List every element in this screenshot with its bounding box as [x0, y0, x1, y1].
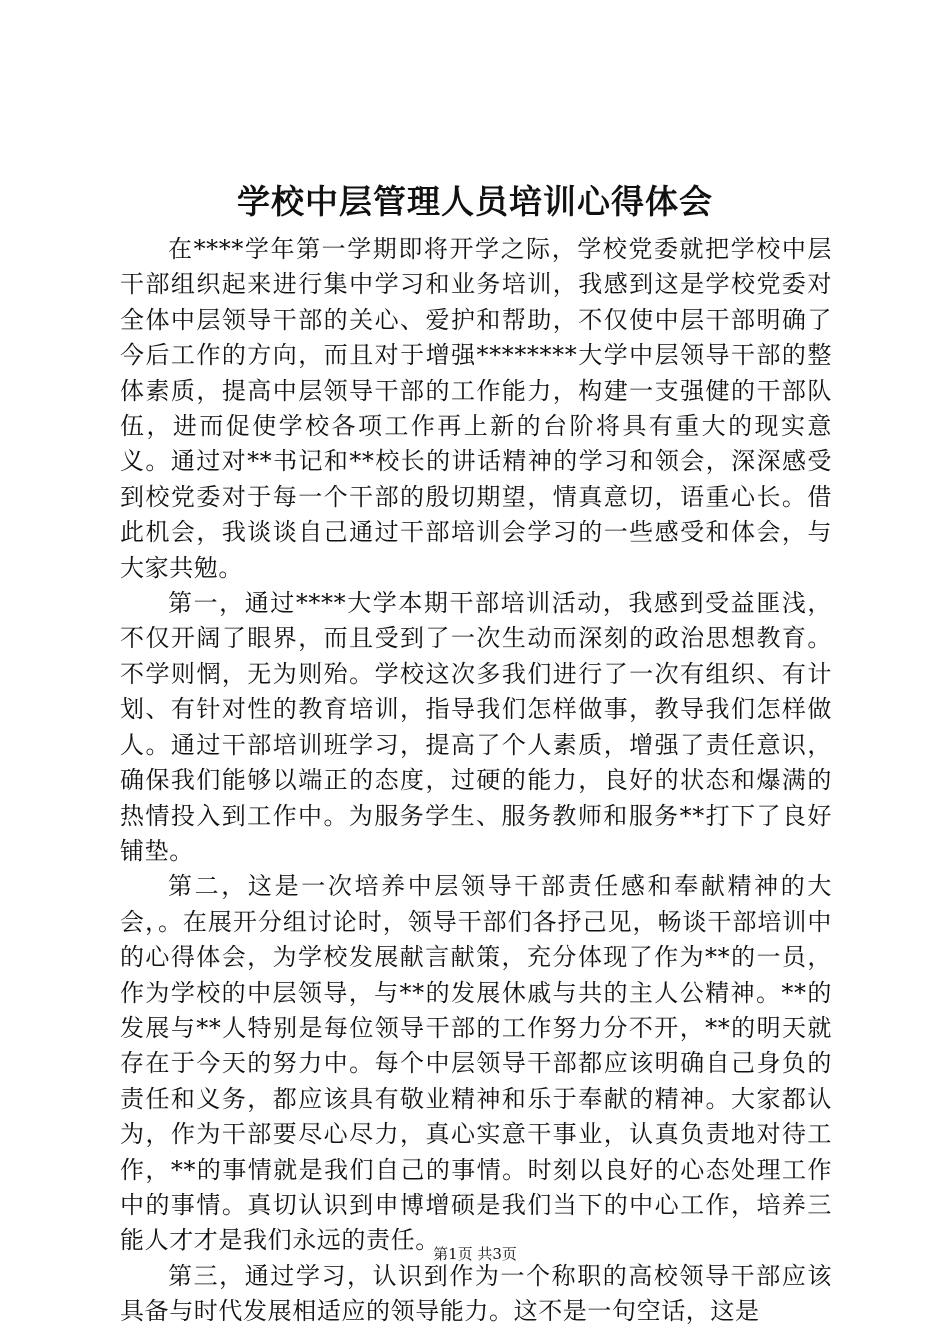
paragraph-first-point: 第一，通过****大学本期干部培训活动，我感到受益匪浅，不仅开阔了眼界，而且受到了一次生动而深刻的政治思想教育。不学则惘，无为则殆。学校这次多我们进行了一次有组织、有计划、有针对性的教育培训，指导我们怎样做事，教导我们怎样做人。通过干部培训班学习，提高了个人素质，增强了责任意识，确保我们能够以端正的态度，过硬的能力，良好的状态和爆满的热情投入到工作中。为服务学生、服务教师和服务**打下了良好铺垫。 — [120, 589, 832, 865]
page-number-footer: 第1页 共3页 — [433, 1245, 517, 1263]
paragraph-second-point: 第二，这是一次培养中层领导干部责任感和奉献精神的大会，。在展开分组讨论时，领导干部们各抒己见，畅谈干部培训中的心得体会，为学校发展献言献策，充分体现了作为**的一员，作为学校的中层领导，与**的发展休戚与共的主人公精神。**的发展与**人特别是每位领导干部的工作努力分不开，**的明天就存在于今天的努力中。每个中层领导干部都应该明确自己身负的责任和义务，都应该具有敬业精神和乐于奉献的精神。大家都认为，作为干部要尽心尽力，真心实意干事业，认真负责地对待工作，**的事情就是我们自己的事情。时刻以良好的心态处理工作中的事情。真切认识到申博增硕是我们当下的中心工作，培养三能人才才是我们永远的责任。 — [120, 872, 832, 1255]
document-body — [120, 232, 832, 1330]
paragraph-intro: 在****学年第一学期即将开学之际，学校党委就把学校中层干部组织起来进行集中学习和业务培训，我感到这是学校党委对全体中层领导干部的关心、爱护和帮助，不仅使中层干部明确了今后工作的方向，而且对于增强********大学中层领导干部的整体素质，提高中层领导干部的工作能力，构建一支强健的干部队伍，进而促使学校各项工作再上新的台阶将具有重大的现实意义。通过对**书记和**校长的讲话精神的学习和领会，深深感受到校党委对于每一个干部的殷切期望，情真意切，语重心长。借此机会，我谈谈自己通过干部培训会学习的一些感受和体会，与大家共勉。 — [120, 235, 832, 582]
paragraph-third-point: 第三，通过学习，认识到作为一个称职的高校领导干部应该具备与时代发展相适应的领导能力。这不是一句空话，这是 — [120, 1261, 832, 1326]
document-title: 学校中层管理人员培训心得体会 — [237, 182, 713, 221]
